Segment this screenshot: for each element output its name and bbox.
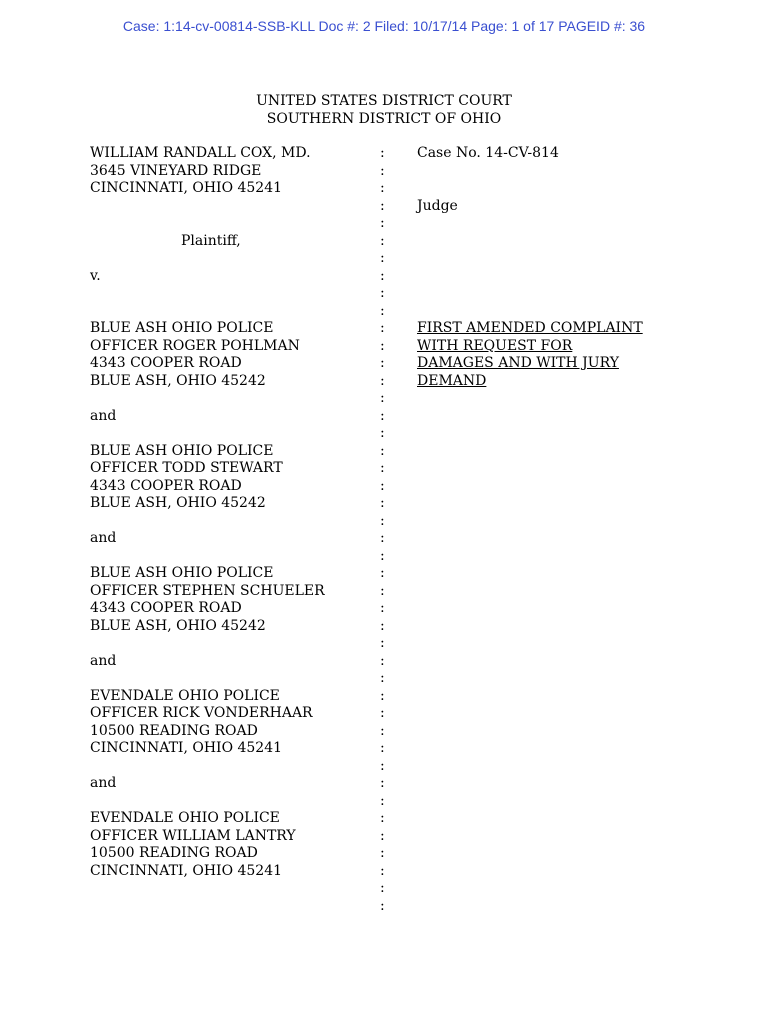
caption-row xyxy=(0,478,768,496)
caption-row xyxy=(0,688,768,706)
caption-separator: : xyxy=(380,547,385,564)
caption-party-text: and xyxy=(90,652,117,669)
caption-row xyxy=(0,793,768,811)
court-heading xyxy=(0,92,768,128)
caption-separator: : xyxy=(380,775,385,791)
caption-party-text: 3645 VINEYARD RIDGE xyxy=(90,162,262,179)
caption-separator: : xyxy=(380,390,385,406)
caption-separator: : xyxy=(380,845,385,861)
caption-row xyxy=(0,145,768,163)
caption-party-text: BLUE ASH, OHIO 45242 xyxy=(90,617,266,634)
caption-row xyxy=(0,250,768,268)
caption-row xyxy=(0,600,768,618)
caption-separator: : xyxy=(380,232,385,249)
caption-party-text: CINCINNATI, OHIO 45241 xyxy=(90,862,283,879)
caption-party-text: OFFICER STEPHEN SCHUELER xyxy=(90,582,325,599)
caption-separator: : xyxy=(380,460,385,476)
caption-separator: : xyxy=(380,250,385,266)
caption-party-text: EVENDALE OHIO POLICE xyxy=(90,687,280,704)
caption-separator: : xyxy=(380,162,385,179)
caption-separator: : xyxy=(380,617,385,634)
caption-separator: : xyxy=(380,810,385,826)
caption-separator: : xyxy=(380,687,385,704)
caption-party-text: 4343 COOPER ROAD xyxy=(90,600,242,616)
caption-separator: : xyxy=(380,512,385,529)
caption-party-text: BLUE ASH OHIO POLICE xyxy=(90,320,274,336)
complaint-title-line: DEMAND xyxy=(417,372,487,389)
caption-separator: : xyxy=(380,355,385,371)
caption-party-text: OFFICER WILLIAM LANTRY xyxy=(90,827,296,844)
court-name: UNITED STATES DISTRICT COURT xyxy=(256,93,512,109)
caption-separator: : xyxy=(380,792,385,809)
ecf-filing-stamp: Case: 1:14-cv-00814-SSB-KLL Doc #: 2 Filed: 10/17/14 Page: 1 of 17 PAGEID #: 36 xyxy=(122,18,646,34)
caption-row xyxy=(0,740,768,758)
caption-row xyxy=(0,285,768,303)
caption-separator: : xyxy=(380,740,385,756)
caption-row xyxy=(0,513,768,531)
caption-row xyxy=(0,268,768,286)
caption-separator: : xyxy=(380,582,385,599)
caption-row xyxy=(0,863,768,881)
caption-row xyxy=(0,828,768,846)
caption-row xyxy=(0,303,768,321)
caption-party-text: 4343 COOPER ROAD xyxy=(90,355,242,371)
caption-separator: : xyxy=(380,145,385,161)
caption-separator: : xyxy=(380,880,385,896)
caption-separator: : xyxy=(380,442,385,459)
caption-separator: : xyxy=(380,320,385,336)
caption-row xyxy=(0,390,768,408)
caption-separator: : xyxy=(380,530,385,546)
caption-row xyxy=(0,618,768,636)
caption-party-text: CINCINNATI, OHIO 45241 xyxy=(90,180,283,196)
caption-party-text: 10500 READING ROAD xyxy=(90,845,258,861)
complaint-title-line: DAMAGES AND WITH JURY xyxy=(417,355,619,371)
caption-separator: : xyxy=(380,862,385,879)
caption-row xyxy=(0,705,768,723)
case-caption xyxy=(0,145,768,915)
caption-separator: : xyxy=(380,407,385,424)
caption-party-text: BLUE ASH, OHIO 45242 xyxy=(90,372,266,389)
complaint-title-line: WITH REQUEST FOR xyxy=(417,337,573,354)
caption-separator: : xyxy=(380,197,385,214)
caption-row xyxy=(0,408,768,426)
caption-separator: : xyxy=(380,705,385,721)
caption-party-text: OFFICER RICK VONDERHAAR xyxy=(90,705,313,721)
caption-separator: : xyxy=(380,897,385,914)
caption-separator: : xyxy=(380,757,385,774)
caption-row xyxy=(0,425,768,443)
caption-row xyxy=(0,723,768,741)
caption-row xyxy=(0,565,768,583)
caption-party-text: WILLIAM RANDALL COX, MD. xyxy=(90,145,311,161)
caption-party-text: and xyxy=(90,530,117,546)
caption-row xyxy=(0,758,768,776)
caption-separator: : xyxy=(380,635,385,651)
caption-row xyxy=(0,653,768,671)
caption-row xyxy=(0,338,768,356)
caption-separator: : xyxy=(380,180,385,196)
caption-row xyxy=(0,198,768,216)
caption-row xyxy=(0,460,768,478)
caption-row xyxy=(0,233,768,251)
caption-separator: : xyxy=(380,827,385,844)
caption-separator: : xyxy=(380,670,385,686)
caption-separator: : xyxy=(380,652,385,669)
caption-separator: : xyxy=(380,302,385,319)
caption-row xyxy=(0,320,768,338)
caption-separator: : xyxy=(380,372,385,389)
caption-row xyxy=(0,880,768,898)
caption-row xyxy=(0,845,768,863)
caption-row xyxy=(0,355,768,373)
caption-party-text: CINCINNATI, OHIO 45241 xyxy=(90,740,283,756)
caption-party-text: and xyxy=(90,407,117,424)
caption-row xyxy=(0,163,768,181)
caption-row xyxy=(0,775,768,793)
caption-row xyxy=(0,670,768,688)
caption-separator: : xyxy=(380,477,385,494)
caption-party-text: BLUE ASH OHIO POLICE xyxy=(90,442,274,459)
caption-right-text: Case No. 14-CV-814 xyxy=(417,145,559,161)
caption-separator: : xyxy=(380,337,385,354)
caption-separator: : xyxy=(380,425,385,441)
caption-party-text: 10500 READING ROAD xyxy=(90,722,258,739)
caption-separator: : xyxy=(380,565,385,581)
caption-party-text: BLUE ASH OHIO POLICE xyxy=(90,565,274,581)
complaint-title-line: FIRST AMENDED COMPLAINT xyxy=(417,320,643,336)
caption-row xyxy=(0,583,768,601)
caption-separator: : xyxy=(380,215,385,231)
caption-party-text: 4343 COOPER ROAD xyxy=(90,477,242,494)
caption-row xyxy=(0,810,768,828)
caption-party-text: OFFICER TODD STEWART xyxy=(90,460,283,476)
caption-separator: : xyxy=(380,495,385,511)
caption-row xyxy=(0,530,768,548)
caption-row xyxy=(0,898,768,916)
caption-party-text: BLUE ASH, OHIO 45242 xyxy=(90,495,266,511)
caption-party-text: OFFICER ROGER POHLMAN xyxy=(90,337,300,354)
caption-row xyxy=(0,215,768,233)
caption-party-text: Plaintiff, xyxy=(181,232,241,249)
caption-party-text: EVENDALE OHIO POLICE xyxy=(90,810,280,826)
caption-party-text: v. xyxy=(90,267,101,284)
caption-separator: : xyxy=(380,285,385,301)
caption-party-text: and xyxy=(90,775,117,791)
caption-row xyxy=(0,635,768,653)
caption-row xyxy=(0,548,768,566)
caption-row xyxy=(0,495,768,513)
caption-row xyxy=(0,180,768,198)
caption-row xyxy=(0,373,768,391)
caption-right-text: Judge xyxy=(417,197,458,214)
caption-separator: : xyxy=(380,722,385,739)
court-district: SOUTHERN DISTRICT OF OHIO xyxy=(266,111,502,127)
caption-separator: : xyxy=(380,267,385,284)
caption-row xyxy=(0,443,768,461)
caption-separator: : xyxy=(380,600,385,616)
